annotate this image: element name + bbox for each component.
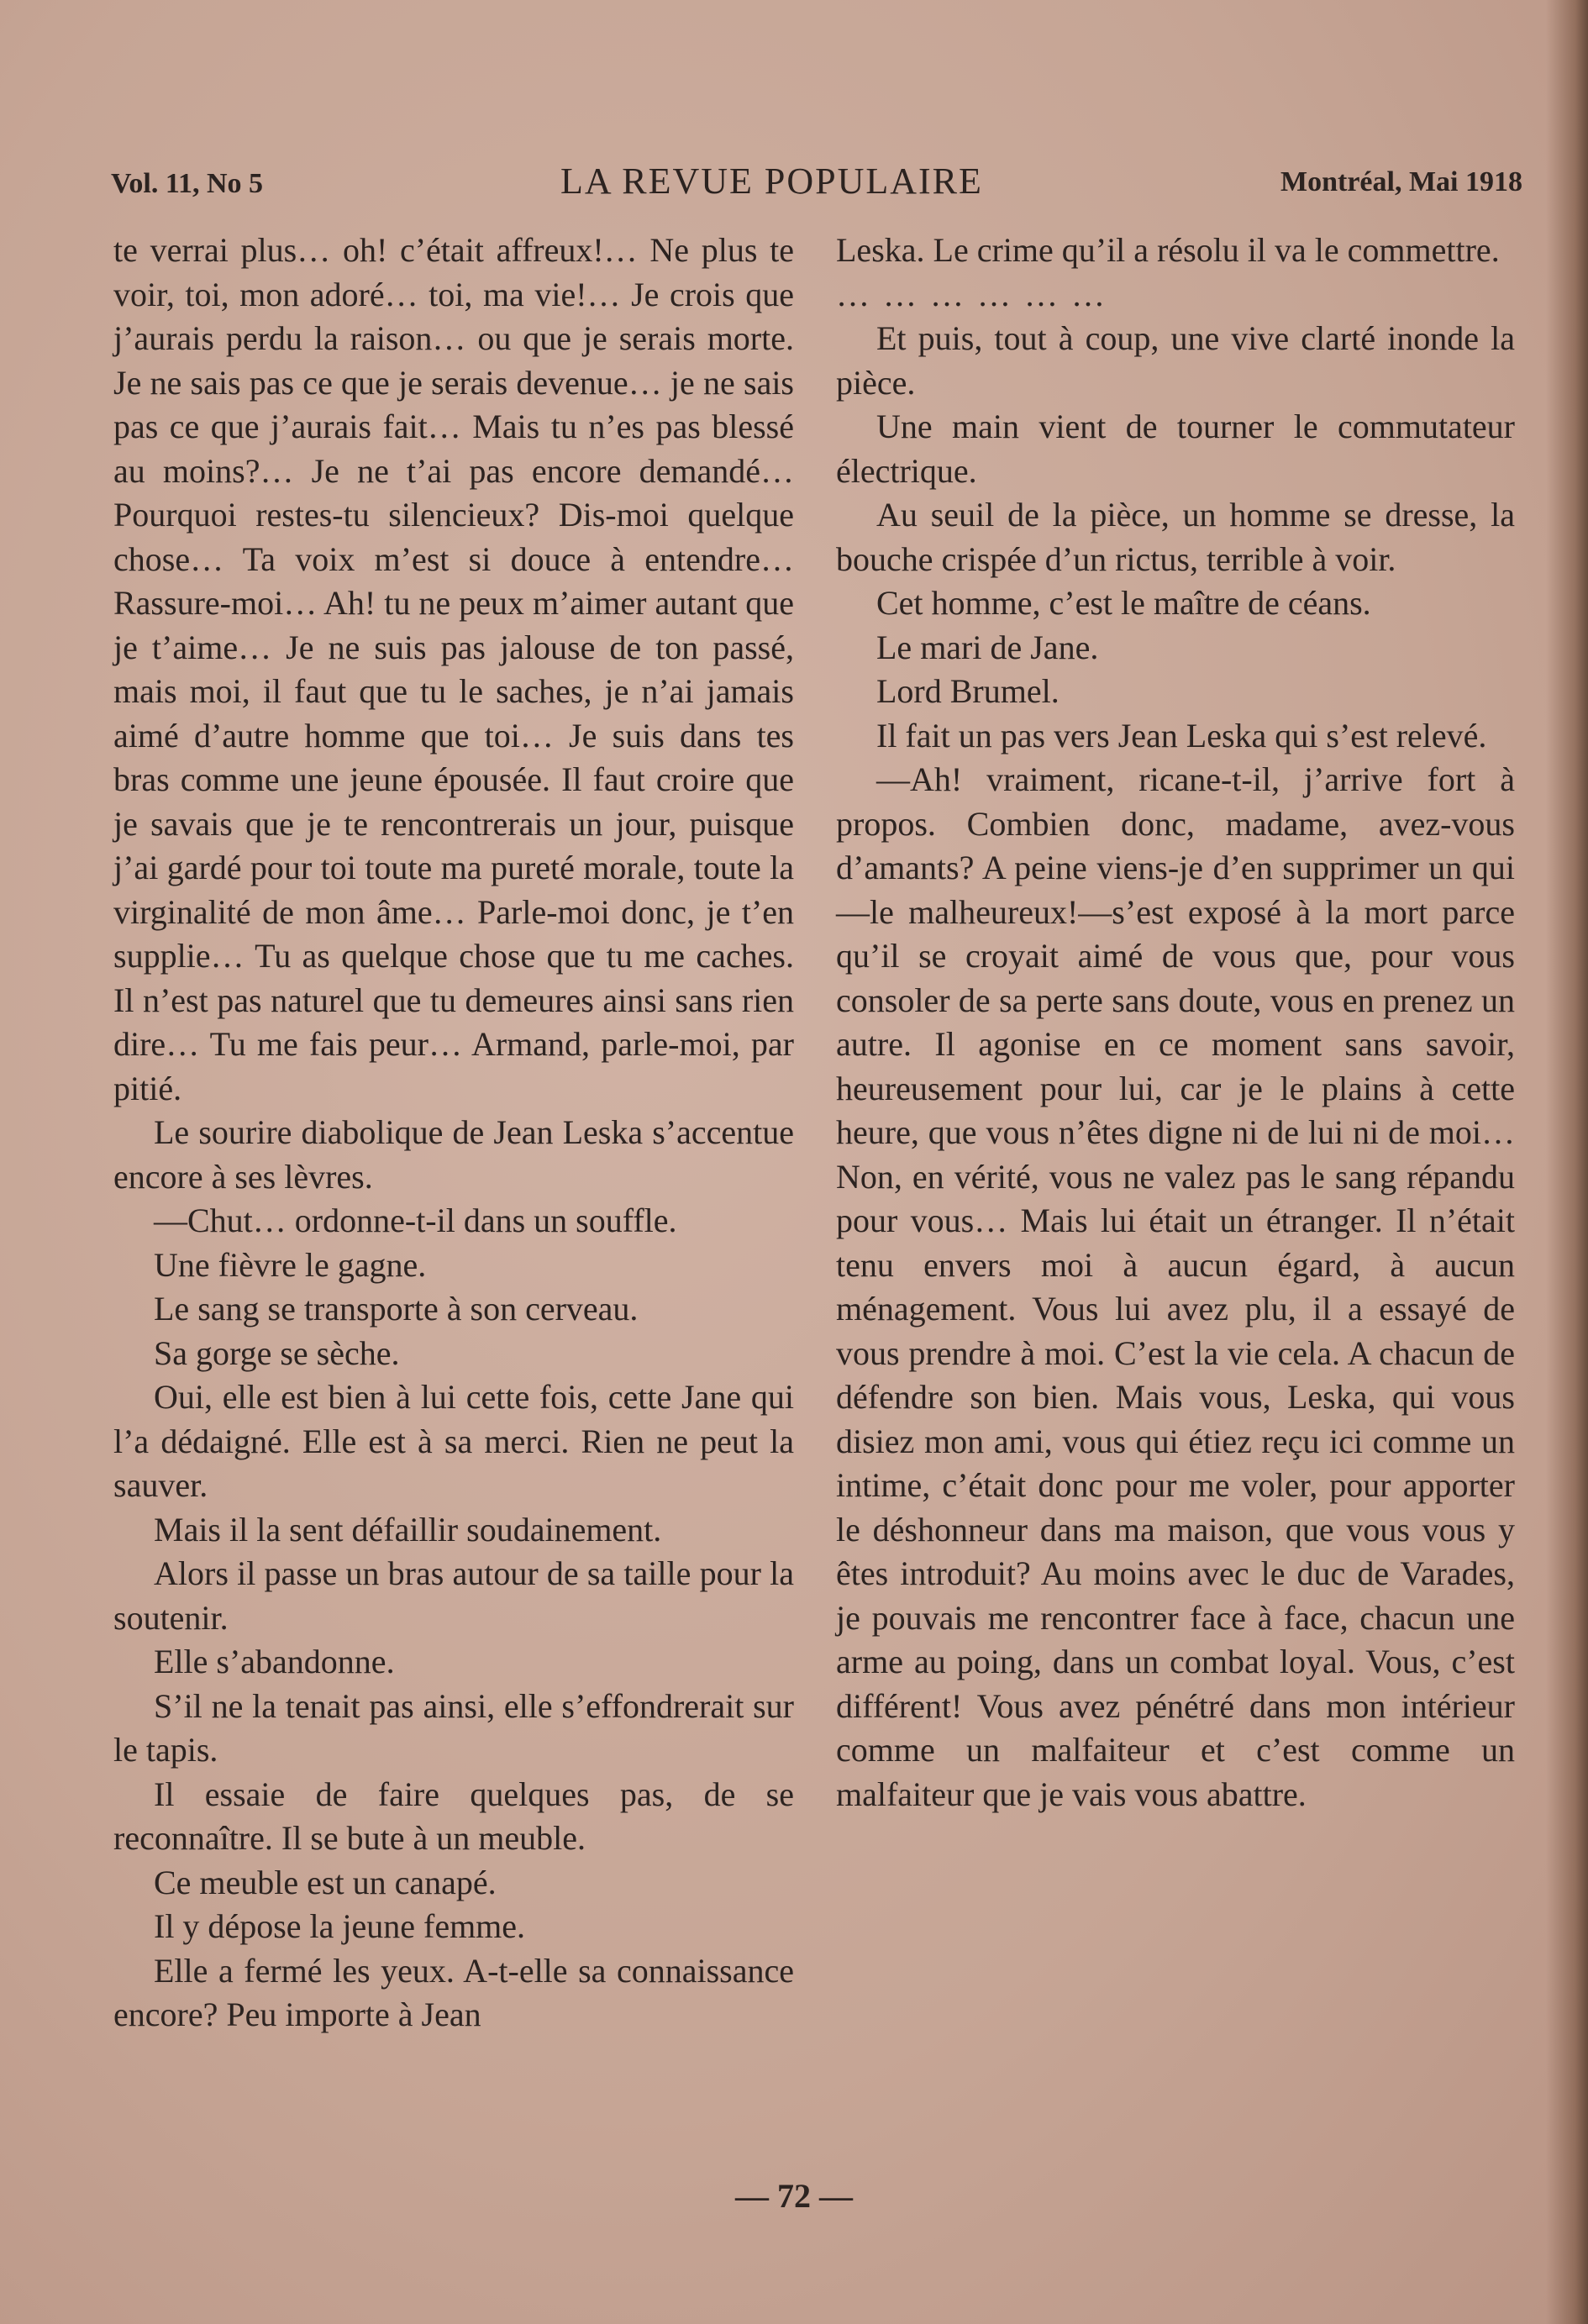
- paragraph: Il y dépose la jeune femme.: [154, 1907, 526, 1945]
- left-column: [113, 229, 794, 2037]
- page-header: [111, 160, 1522, 210]
- paragraph: —Ah! vraiment, ricane-t-il, j’arrive fort à propos. Combien donc, madame, avez-vous d’amants? A peine viens-je d’en supprimer un qui—le malheureux!—s’est exposé à la mort parce qu’il se croyait aimé de vous que, pour vous consoler de sa perte sans doute, vous en prenez un autre. Il agonise en ce moment sans savoir, heureusement pour lui, car je le plains à cette heure, que vous n’êtes digne ni de lui ni de moi… Non, en vérité, vous ne valez pas le sang répandu pour vous… Mais lui était un étranger. Il n’était tenu envers moi à aucun égard, à aucun ménagement. Vous lui avez plu, il a essayé de vous prendre à moi. C’est la vie cela. A chacun de défendre son bien. Mais vous, Leska, qui vous disiez mon ami, vous qui étiez reçu ici comme un intime, c’était donc pour me voler, pour apporter le déshonneur dans ma maison, que vous vous y êtes introduit? Au moins avec le duc de Varades, je pouvais me rencontrer face à face, chacun une arme au poing, dans un combat loyal. Vous, c’est différent! Vous avez pénétré dans mon intérieur comme un malfaiteur et c’est comme un malfaiteur que je vais vous abattre.: [836, 760, 1515, 1813]
- issue-date: Montréal, Mai 1918: [1280, 166, 1522, 197]
- paragraph: Au seuil de la pièce, un homme se dresse, la bouche crispée d’un rictus, terrible à voir.: [836, 496, 1515, 578]
- paragraph: Alors il passe un bras autour de sa taille pour la soutenir.: [113, 1554, 794, 1637]
- paragraph: Il fait un pas vers Jean Leska qui s’est relevé.: [876, 716, 1487, 755]
- page-edge-shadow: [1546, 0, 1588, 2324]
- paragraph: Elle a fermé les yeux. A-t-elle sa connaissance encore? Peu importe à Jean: [113, 1951, 794, 2033]
- volume-number: Vol. 11, No 5: [111, 168, 264, 199]
- paragraph: Oui, elle est bien à lui cette fois, cette Jane qui l’a dédaigné. Elle est à sa merci. Rien ne peut la sauver.: [113, 1378, 794, 1504]
- paragraph: Il essaie de faire quelques pas, de se reconnaître. Il se bute à un meuble.: [113, 1775, 794, 1857]
- paragraph: Le sang se transporte à son cerveau.: [154, 1290, 639, 1328]
- paragraph: Une main vient de tourner le commutateur électrique.: [836, 407, 1515, 490]
- paragraph: Mais il la sent défaillir soudainement.: [154, 1510, 662, 1548]
- paragraph: Sa gorge se sèche.: [154, 1333, 400, 1372]
- paragraph: Le mari de Jane.: [876, 628, 1099, 666]
- paragraph: Ce meuble est un canapé.: [154, 1863, 497, 1901]
- paragraph: S’il ne la tenait pas ainsi, elle s’effondrerait sur le tapis.: [113, 1686, 794, 1769]
- paragraph: Une fièvre le gagne.: [154, 1245, 427, 1284]
- right-column: [836, 229, 1515, 1817]
- paragraph: —Chut… ordonne-t-il dans un souffle.: [154, 1201, 677, 1239]
- paragraph: Elle s’abandonne.: [154, 1643, 395, 1680]
- page-number: — 72 —: [735, 2177, 853, 2215]
- section-break-dots: ………………: [836, 275, 1118, 313]
- paragraph: te verrai plus… oh! c’était affreux!… Ne plus te voir, toi, mon adoré… toi, ma vie!… Je crois que j’aurais perdu la raison… ou que je serais morte. Je ne sais pas ce que je serais devenue… je ne sais pas ce que j’aurais fait… Mais tu n’es pas blessé au moins?… Je ne t’ai pas encore demandé… Pourquoi restes-tu silencieux? Dis-moi quelque chose… Ta voix m’est si douce à entendre… Rassure-moi… Ah! tu ne peux m’aimer autant que je t’aime… Je ne suis pas jalouse de ton passé, mais moi, il faut que tu le saches, je n’ai jamais aimé d’autre homme que toi… Je suis dans tes bras comme une jeune épousée. Il faut croire que je savais que je te rencontrerais un jour, puisque j’ai gardé pour toi toute ma pureté morale, toute la virginalité de mon âme… Parle-moi donc, je t’en supplie… Tu as quelque chose que tu me caches. Il n’est pas naturel que tu demeures ainsi sans rien dire… Tu me fais peur… Armand, parle-moi, par pitié.: [113, 231, 794, 1107]
- journal-title: LA REVUE POPULAIRE: [560, 160, 983, 202]
- paragraph: Et puis, tout à coup, une vive clarté inonde la pièce.: [836, 319, 1515, 402]
- paragraph: Cet homme, c’est le maître de céans.: [876, 584, 1371, 622]
- paragraph: Lord Brumel.: [876, 672, 1060, 710]
- paragraph: Le sourire diabolique de Jean Leska s’accentue encore à ses lèvres.: [113, 1113, 794, 1196]
- paragraph: Leska. Le crime qu’il a résolu il va le commettre.: [836, 231, 1500, 269]
